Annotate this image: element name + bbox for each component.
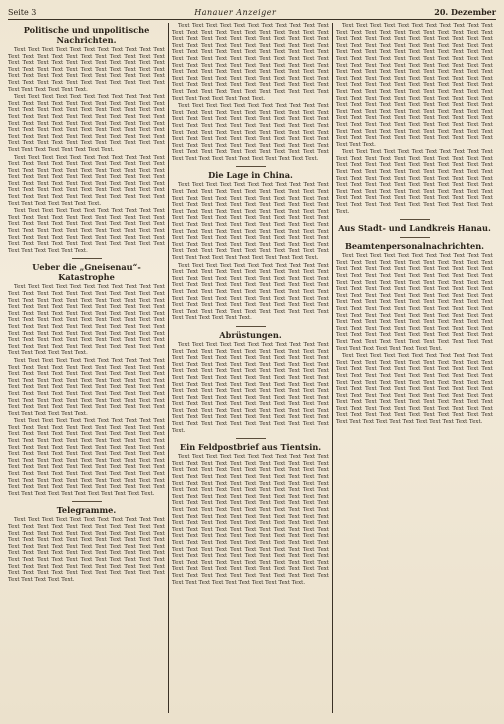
article-paragraph: Text Text Text Text Text Text Text Text Text Text Text Text Text Text Text Text Text Text Text Text Text Text Text Text Text Text Text Text Text Text Text Text Text Text Text Text Text Text Text Text Text Text Text Text Text Text Text Text Text Text Text Text Text Text Text Text Text Text Text Text Text Text Text Text Text Text Text Text Text Text Text Text. [8,208,165,254]
article-paragraph: Text Text Text Text Text Text Text Text Text Text Text Text Text Text Text Text Text Text Text Text Text Text Text Text Text Text Text Text Text Text Text Text Text Text Text Text Text Text Text Text Text Text Text Text Text Text Text Text Text Text Text Text Text Text Text Text Text Text Text Text Text Text Text Text Text Text Text Text Text Text Text Text Text Text Text Text Text Text Text Text Text Text Text Text Text Text Text Text Text Text Text Text Text Text Text Text Text Text Text. [172,103,329,162]
article-heading: Ueber die „Gneisenau“-Katastrophe [32,262,141,283]
article-paragraph: Text Text Text Text Text Text Text Text Text Text Text Text Text Text Text Text Text Text Text Text Text Text Text Text Text Text Text Text Text Text Text Text Text Text Text Text Text Text Text Text Text Text Text Text Text Text Text Text Text Text Text Text Text Text Text Text Text Text Text Text Text Text Text Text Text Text Text Text Text Text Text Text Text Text Text Text Text Text Text Text Text Text Text Text. [8,154,165,207]
article-paragraph: Text Text Text Text Text Text Text Text Text Text Text Text Text Text Text Text Text Text Text Text Text Text Text Text Text Text Text Text Text Text Text Text Text Text Text Text Text Text Text Text Text Text Text Text Text Text Text Text Text Text Text Text Text Text Text Text Text Text Text Text Text Text Text Text Text Text Text Text Text Text Text Text. [8,47,165,93]
article-paragraph: Text Text Text Text Text Text Text Text Text Text Text Text Text Text Text Text Text Text Text Text Text Text Text Text Text Text Text Text Text Text Text Text Text Text Text Text Text Text Text Text Text Text Text Text Text Text Text Text Text Text Text Text Text Text Text Text Text Text Text Text Text Text Text Text Text Text Text Text Text Text Text Text Text Text Text Text Text Text Text Text Text Text Text Text Text Text Text Text Text Text Text Text Text Text Text Text Text Text Text Text Text Text Text Text. [8,517,165,583]
section-divider [400,219,430,220]
article-paragraph: Text Text Text Text Text Text Text Text Text Text Text Text Text Text Text Text Text Text Text Text Text Text Text Text Text Text Text Text Text Text Text Text Text Text Text Text Text Text Text Text Text Text Text Text Text Text Text Text Text Text Text Text Text Text Text Text Text Text Text Text Text Text Text Text Text Text Text Text Text Text Text Text Text Text Text Text Text Text Text Text Text Text Text Text Text Text Text Text Text Text Text Text Text Text Text Text Text Text Text Text Text Text Text Text Text Text Text Text Text Text Text Text Text Text Text Text Text Text Text Text Text Text Text Text Text Text Text Text. [172,23,329,102]
column-divider [168,23,169,713]
article-paragraph: Text Text Text Text Text Text Text Text Text Text Text Text Text Text Text Text Text Text Text Text Text Text Text Text Text Text Text Text Text Text Text Text Text Text Text Text Text Text Text Text Text Text Text Text Text Text Text Text Text Text Text Text Text Text Text Text Text Text Text Text Text Text Text Text Text Text Text Text Text Text Text Text Text Text Text Text Text Text Text Text Text Text Text Text Text Text Text Text Text Text Text Text Text Text Text Text Text Text Text Text Text Text Text Text Text Text Text Text Text Text Text Text Text Text Text Text Text Text Text Text Text Text Text Text Text Text Text Text Text Text Text Text Text Text Text Text Text Text Text Text Text Text Text Text. [172,341,329,434]
article-heading: Die Lage in China. [208,170,293,181]
column-divider [332,23,333,713]
article-paragraph: Text Text Text Text Text Text Text Text Text Text Text Text Text Text Text Text Text Text Text Text Text Text Text Text Text Text Text Text Text Text Text Text Text Text Text Text Text Text Text Text Text Text Text Text Text Text Text Text Text Text Text Text Text Text Text Text Text Text Text Text Text Text Text Text Text Text Text Text Text Text Text Text Text Text Text Text Text Text Text Text Text Text Text Text Text Text Text Text Text Text Text Text Text Text Text Text Text Text Text Text Text Text Text Text Text Text Text Text Text Text Text Text Text Text Text Text Text Text Text Text Text Text Text Text Text Text Text Text Text Text Text Text Text Text Text Text Text Text Text Text Text Text Text Text Text Text Text Text Text Text Text Text Text Text Text Text Text Text Text Text Text Text Text Text Text Text Text Text Text Text Text Text Text Text Text Text Text Text Text Text Text Text Text Text Text Text Text Text Text Text Text Text Text Text Text Text Text Text Text Text Text Text Text Text Text Text Text Text Text Text Text Text Text Text Text Text Text Text Text. [172,454,329,586]
article-section [172,438,329,586]
page-header [8,6,496,18]
section-divider [236,326,266,327]
article-section [172,326,329,434]
article-paragraph: Text Text Text Text Text Text Text Text Text Text Text Text Text Text Text Text Text Text Text Text Text Text Text Text Text Text Text Text Text Text Text Text Text Text Text Text Text Text Text Text Text Text Text Text Text Text Text Text Text Text Text Text Text Text Text Text Text Text Text Text Text Text Text Text Text Text Text Text Text Text Text Text Text Text Text Text Text Text Text Text Text Text Text Text Text Text Text Text Text Text Text Text Text Text Text Text Text Text Text Text. [336,149,493,215]
article-heading: Ein Feldpostbrief aus Tientsin. [179,442,322,453]
article-paragraph: Text Text Text Text Text Text Text Text Text Text Text Text Text Text Text Text Text Text Text Text Text Text Text Text Text Text Text Text Text Text Text Text Text Text Text Text Text Text Text Text Text Text Text Text Text Text Text Text Text Text Text Text Text Text Text Text Text Text Text Text Text Text Text Text Text Text Text Text Text Text Text Text Text Text Text Text Text Text Text Text Text Text Text Text Text Text Text Text Text Text Text Text Text Text Text Text Text Text Text Text Text Text Text Text Text Text Text Text Text Text Text Text Text Text Text Text Text Text Text Text Text Text Text Text Text Text Text Text Text Text Text Text Text Text Text Text Text Text Text Text Text Text Text Text Text Text Text Text Text Text Text Text Text Text Text Text Text Text Text Text Text Text. [336,253,493,352]
section-divider [400,237,430,238]
article-section [336,237,493,425]
column-left [8,23,165,713]
article-paragraph: Text Text Text Text Text Text Text Text Text Text Text Text Text Text Text Text Text Text Text Text Text Text Text Text Text Text Text Text Text Text Text Text Text Text Text Text Text Text Text Text Text Text Text Text Text Text Text Text Text Text Text Text Text Text Text Text Text Text Text Text Text Text Text Text Text Text Text Text Text Text Text Text Text Text Text Text Text Text Text Text Text Text Text Text Text Text Text Text Text Text Text Text Text Text Text Text Text Text Text Text Text Text Text Text Text Text Text Text Text Text Text Text Text Text Text Text Text Text Text Text Text Text Text Text Text Text Text Text Text Text Text Text. [8,418,165,497]
article-heading: Politische und unpolitische Nachrichten. [23,25,150,45]
article-paragraph: Text Text Text Text Text Text Text Text Text Text Text Text Text Text Text Text Text Text Text Text Text Text Text Text Text Text Text Text Text Text Text Text Text Text Text Text Text Text Text Text Text Text Text Text Text Text Text Text Text Text Text Text Text Text Text Text Text Text Text Text Text Text Text Text Text Text Text Text Text Text Text Text Text Text Text Text Text Text Text Text Text Text Text Text Text Text Text Text Text Text Text Text Text Text Text Text. [8,94,165,153]
article-paragraph: Text Text Text Text Text Text Text Text Text Text Text Text Text Text Text Text Text Text Text Text Text Text Text Text Text Text Text Text Text Text Text Text Text Text Text Text Text Text Text Text Text Text Text Text Text Text Text Text Text Text Text Text Text Text Text Text Text Text Text Text Text Text Text Text Text Text Text Text Text Text Text Text Text Text Text Text Text Text Text Text Text Text Text Text Text Text Text Text Text Text Text Text Text Text Text Text Text Text Text Text Text Text Text Text Text Text Text Text Text Text Text Text Text Text Text Text Text Text Text Text Text Text Text Text Text Text Text Text Text Text Text Text Text Text Text Text Text Text Text Text Text Text Text Text Text Text Text Text Text Text Text Text Text Text Text Text Text Text Text Text Text Text Text Text Text Text Text Text Text Text Text Text Text Text Text Text Text Text Text Text Text Text Text Text Text Text Text Text Text Text Text Text Text Text Text Text Text Text Text Text Text. [336,23,493,148]
article-section [8,258,165,497]
section-divider [236,166,266,167]
article-paragraph: Text Text Text Text Text Text Text Text Text Text Text Text Text Text Text Text Text Text Text Text Text Text Text Text Text Text Text Text Text Text Text Text Text Text Text Text Text Text Text Text Text Text Text Text Text Text Text Text Text Text Text Text Text Text Text Text Text Text Text Text Text Text Text Text Text Text Text Text Text Text Text Text Text Text Text Text Text Text Text Text Text Text Text Text Text Text Text Text Text Text Text Text Text Text Text Text Text Text Text Text Text Text Text Text Text Text Text Text Text Text Text Text Text Text Text Text. [8,284,165,357]
article-paragraph: Text Text Text Text Text Text Text Text Text Text Text Text Text Text Text Text Text Text Text Text Text Text Text Text Text Text Text Text Text Text Text Text Text Text Text Text Text Text Text Text Text Text Text Text Text Text Text Text Text Text Text Text Text Text Text Text Text Text Text Text Text Text Text Text Text Text Text Text Text Text Text Text Text Text Text Text Text Text Text Text Text Text Text Text Text Text Text Text Text Text Text Text Text Text Text Text Text Text Text Text Text Text Text Text Text Text Text Text Text Text Text Text Text Text Text Text Text Text Text Text Text. [336,353,493,426]
issue-date: 20. Dezember [434,7,496,17]
section-divider [236,438,266,439]
article-paragraph: Text Text Text Text Text Text Text Text Text Text Text Text Text Text Text Text Text Text Text Text Text Text Text Text Text Text Text Text Text Text Text Text Text Text Text Text Text Text Text Text Text Text Text Text Text Text Text Text Text Text Text Text Text Text Text Text Text Text Text Text Text Text Text Text Text Text Text Text Text Text Text Text Text Text Text Text Text Text Text Text Text Text Text Text Text Text Text Text Text Text Text Text Text Text. [8,357,165,417]
article-section [336,23,493,215]
article-heading: Telegramme. [56,505,117,516]
article-heading: Beamtenpersonalnachrichten. [344,241,485,252]
article-section [172,23,329,162]
article-heading: Abrüstungen. [219,329,282,340]
article-section [8,25,165,254]
column-right [336,23,493,713]
article-section [172,166,329,321]
article-columns [8,23,496,713]
section-divider [72,501,102,502]
article-heading: Aus Stadt- und Landkreis Hanau. [338,223,491,234]
newspaper-title: Hanauer Anzeiger [194,8,277,17]
section-divider [72,258,102,259]
article-paragraph: Text Text Text Text Text Text Text Text Text Text Text Text Text Text Text Text Text Text Text Text Text Text Text Text Text Text Text Text Text Text Text Text Text Text Text Text Text Text Text Text Text Text Text Text Text Text Text Text Text Text Text Text Text Text Text Text Text Text Text Text Text Text Text Text Text Text Text Text Text Text Text Text Text Text Text Text Text Text Text Text Text Text Text Text Text Text Text Text Text Text Text Text Text Text Text Text Text Text Text Text Text Text Text Text Text Text Text Text Text Text Text Text Text Text Text Text Text Text Text Text Text Text Text Text Text Text Text Text Text Text Text Text. [172,182,329,261]
column-middle [172,23,329,713]
page-number: Seite 3 [8,8,37,17]
article-section [8,501,165,583]
article-paragraph: Text Text Text Text Text Text Text Text Text Text Text Text Text Text Text Text Text Text Text Text Text Text Text Text Text Text Text Text Text Text Text Text Text Text Text Text Text Text Text Text Text Text Text Text Text Text Text Text Text Text Text Text Text Text Text Text Text Text Text Text Text Text Text Text Text Text Text Text Text Text Text Text Text Text Text Text Text Text Text Text Text Text Text Text Text Text Text Text Text Text Text Text Text Text. [172,262,329,322]
header-rule [8,19,496,20]
article-section [336,219,493,233]
